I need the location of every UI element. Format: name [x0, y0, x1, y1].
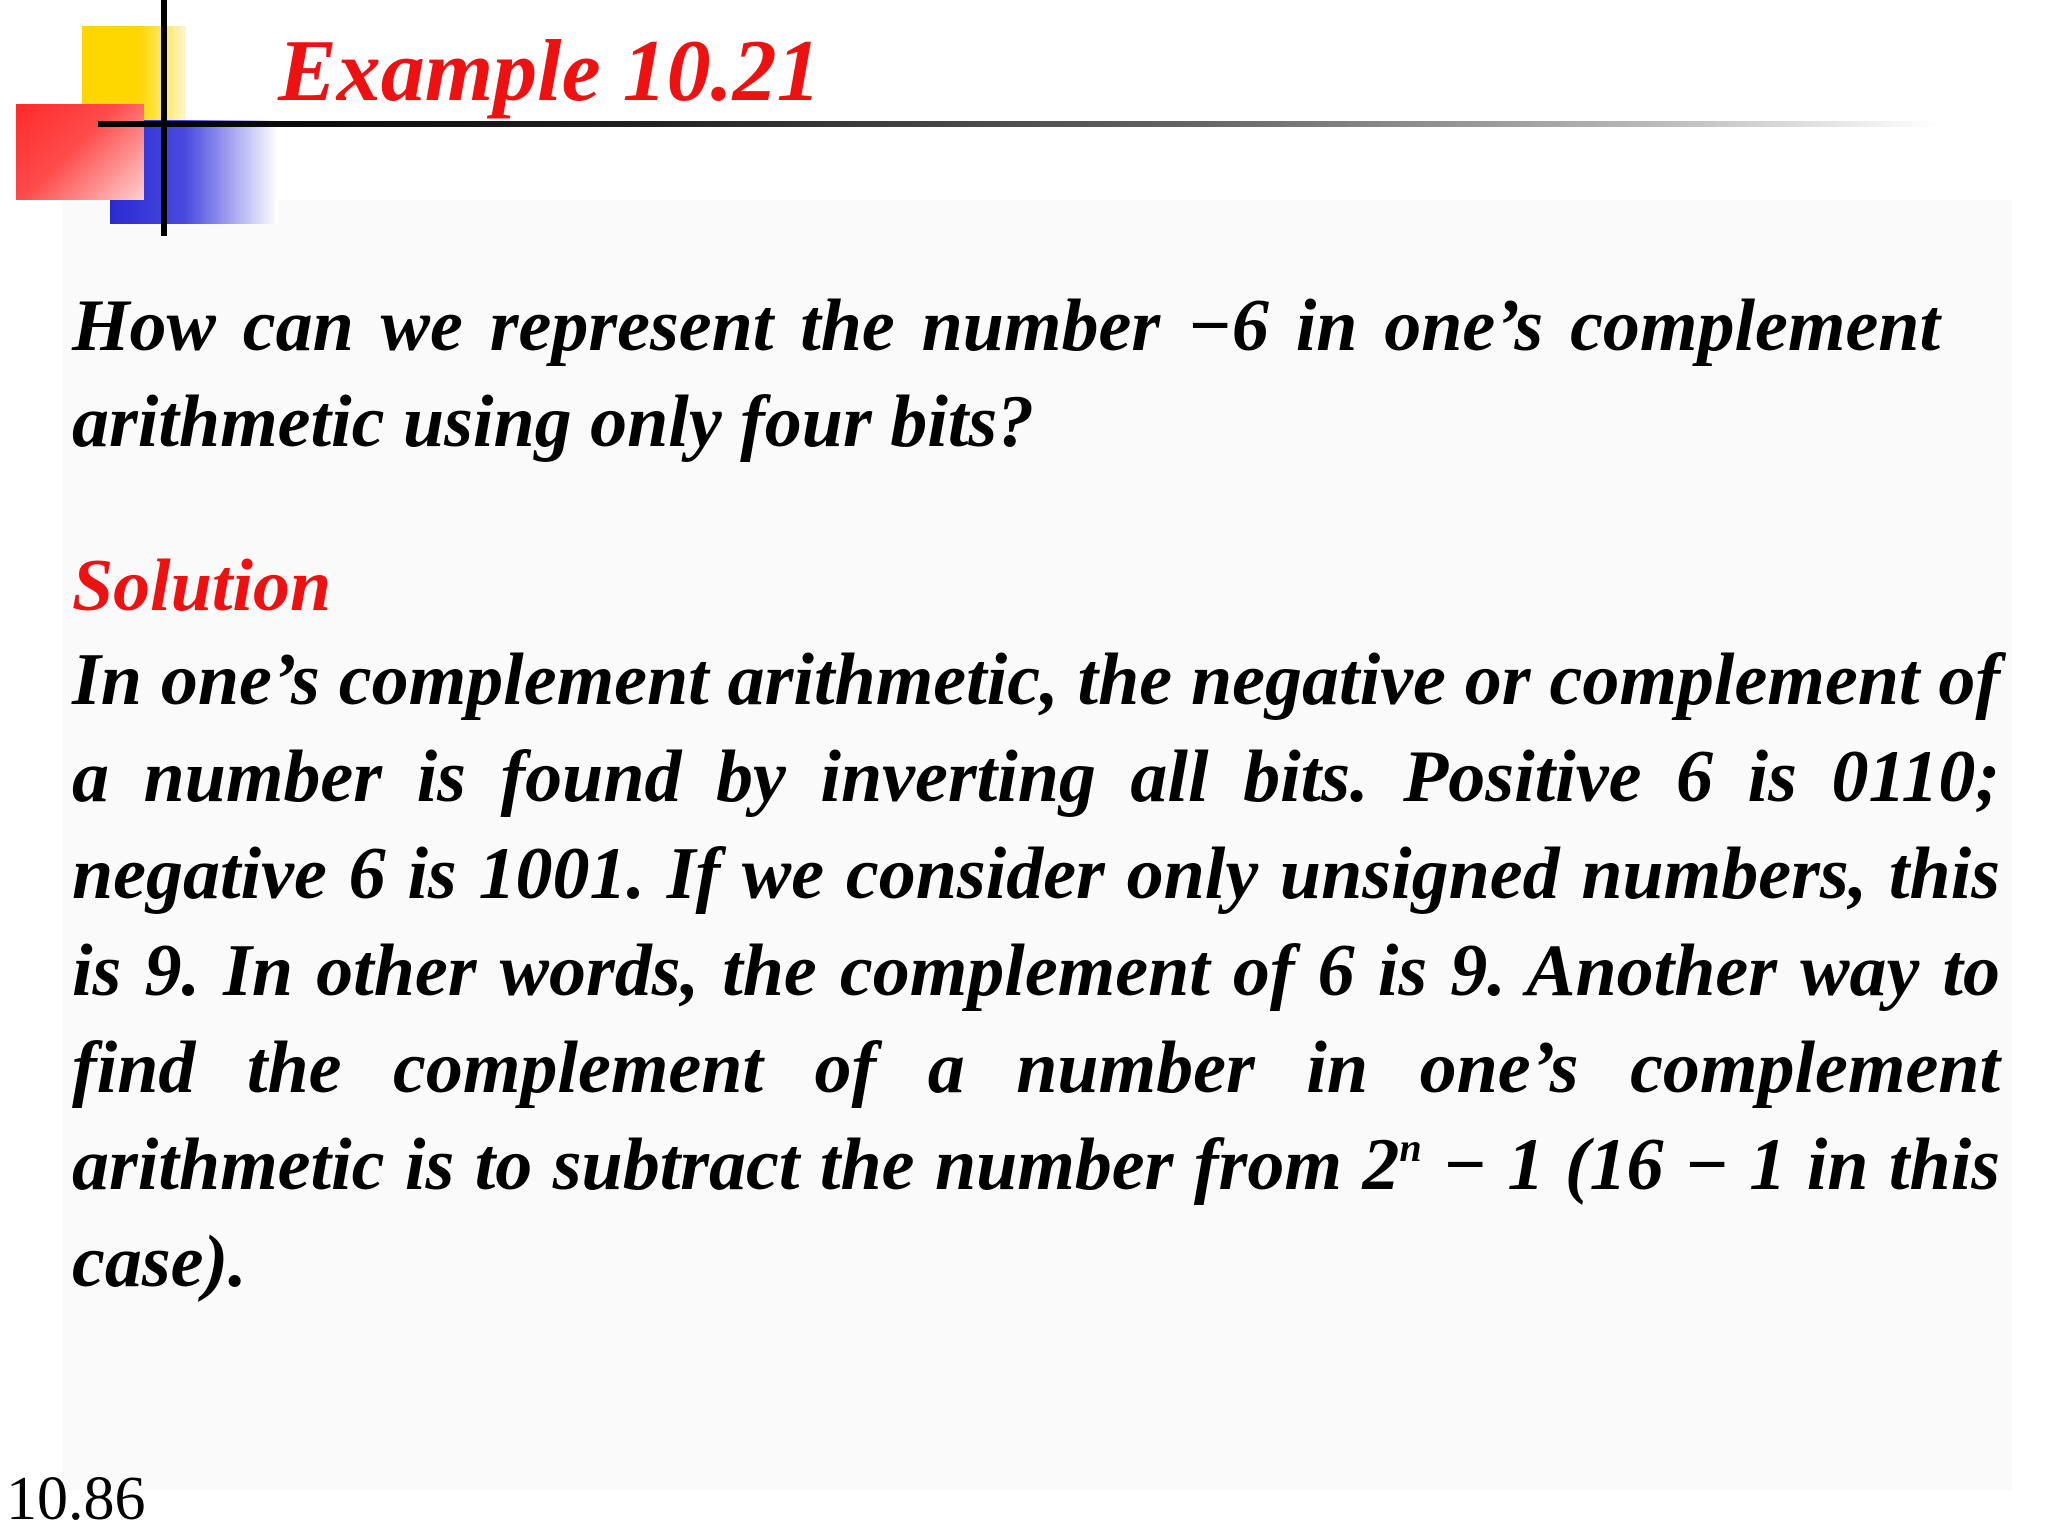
solution-text	[72, 632, 2000, 1311]
decorative-vertical-line	[161, 0, 167, 236]
solution-text-part-1: In one’s complement arithmetic, the negative or complement of a number is found by inverting all bits. Positive 6 is 0110; negative 6 is 1001. If we consider only unsigned numbers, this is 9. In other words, the complement of 6 is 9. Another way to find the complement of a number in one’s complement arithmetic is to subtract the number from 2	[72, 639, 2000, 1206]
slide-title: Example 10.21	[278, 23, 821, 120]
question-text: How can we represent the number −6 in one’s complement arithmetic using only four bits?	[72, 285, 1940, 463]
decorative-red-square	[16, 104, 144, 200]
solution-heading: Solution	[72, 545, 332, 627]
solution-text-part-2: − 1 (16 − 1 in this case).	[72, 1124, 2000, 1303]
exponent-n: n	[1399, 1125, 1422, 1170]
page-number: 10.86	[6, 1465, 146, 1533]
